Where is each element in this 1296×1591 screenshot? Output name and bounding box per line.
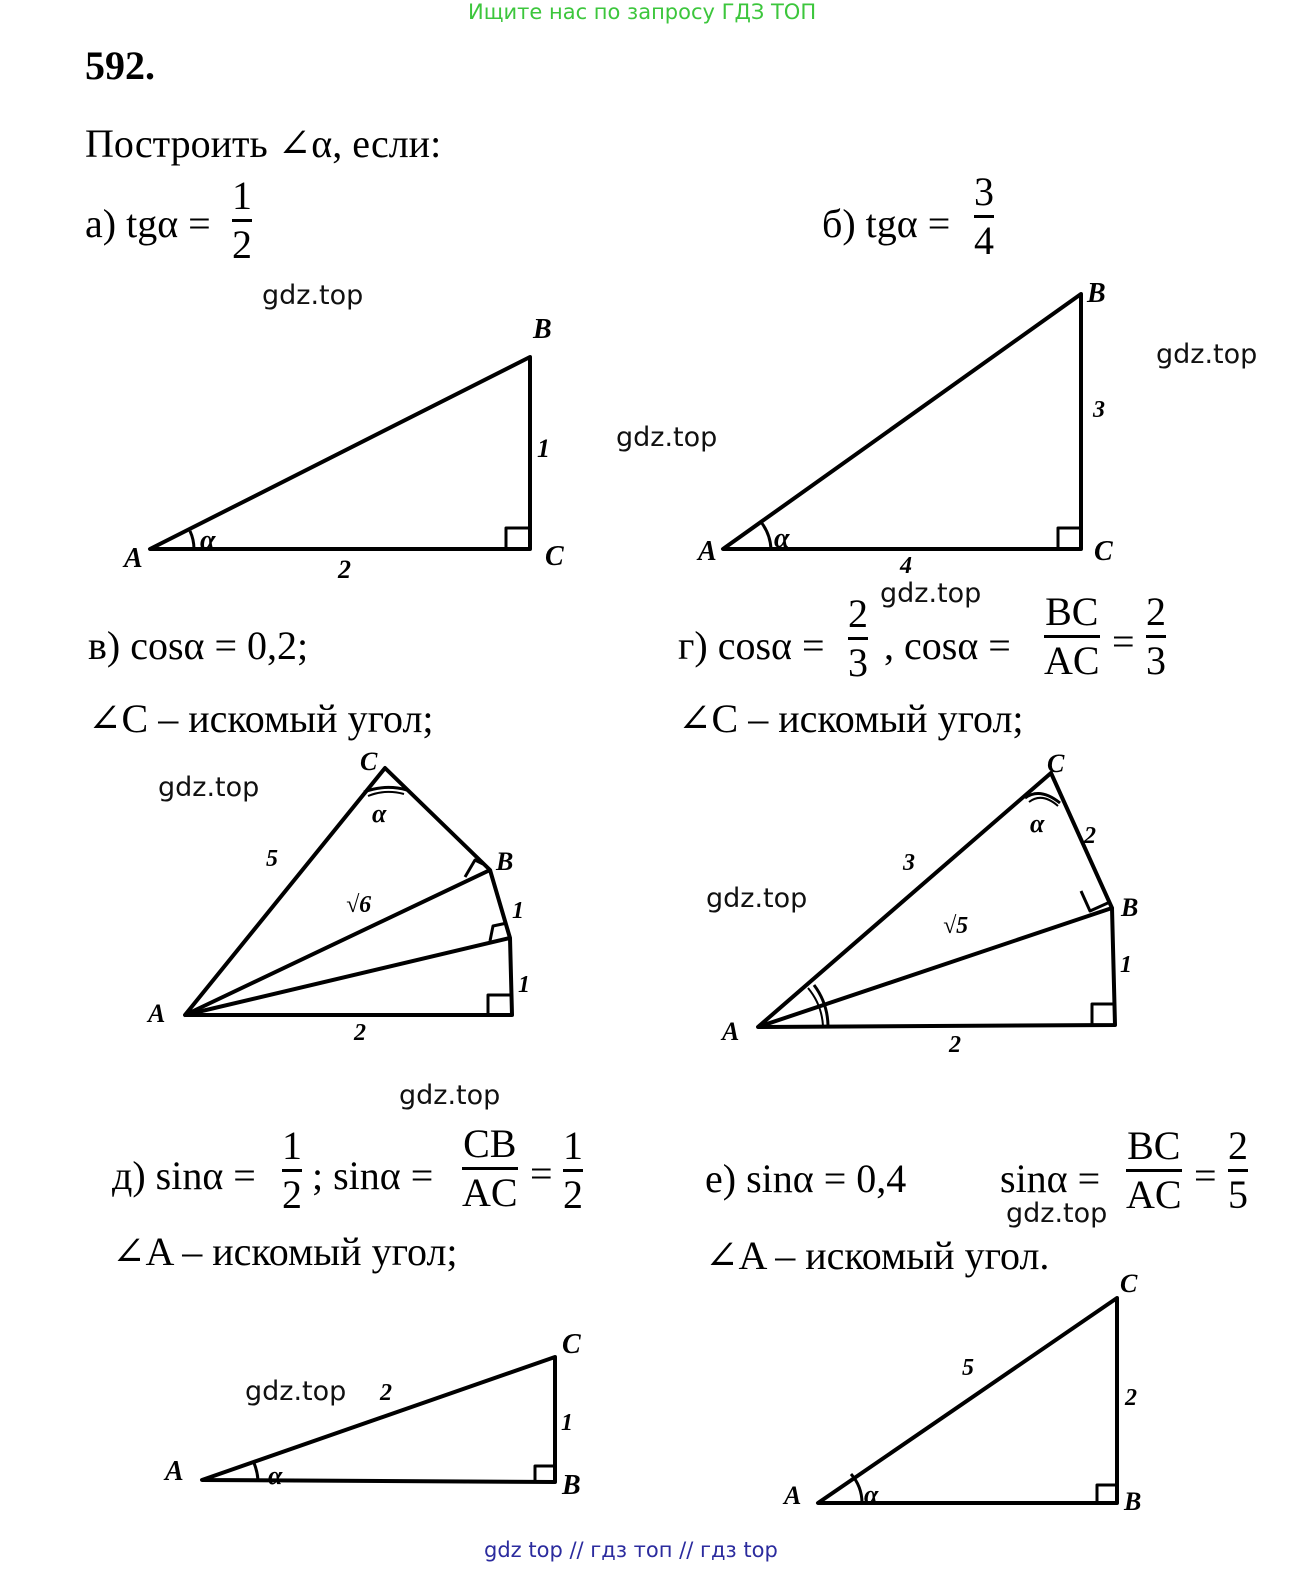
label-alpha: α — [200, 525, 216, 556]
part-g-label: г) cosα = — [678, 623, 825, 668]
fraction-numerator: 2 — [1228, 1123, 1248, 1168]
fraction-denominator: 2 — [563, 1172, 583, 1217]
fraction-numerator: BC — [1127, 1123, 1181, 1168]
fraction-numerator: CB — [463, 1121, 517, 1166]
label-vertex-a: A — [148, 999, 166, 1028]
problem-number: 592. — [85, 43, 155, 88]
fraction-denominator: AC — [462, 1170, 518, 1215]
task-statement: Построить ∠α, если: — [85, 121, 442, 166]
label-side-opposite: 1 — [561, 1410, 573, 1436]
footer-links[interactable]: gdz top // гдз топ // гдз top — [484, 1538, 778, 1562]
label-vertex-b: B — [1087, 278, 1106, 309]
part-v-note: ∠C – искомый угол; — [88, 696, 434, 741]
fraction-denominator: 5 — [1228, 1172, 1248, 1217]
fraction-denominator: 4 — [974, 218, 994, 263]
label-alpha: α — [1030, 809, 1045, 838]
part-e-label: е) sinα = 0,4 — [705, 1156, 907, 1201]
watermark: gdz.top — [706, 883, 808, 914]
triangle-b — [723, 294, 1081, 549]
label-vertex-b: B — [1124, 1487, 1142, 1516]
label-vertex-b: B — [1121, 893, 1139, 922]
fraction-denominator: AC — [1044, 638, 1100, 683]
label-side-ac: 5 — [266, 846, 278, 872]
label-vertex-a: A — [124, 543, 143, 574]
fraction-numerator: 1 — [282, 1123, 302, 1168]
label-alpha: α — [372, 799, 387, 828]
part-d-mid: ; sinα = — [312, 1153, 434, 1198]
watermark: gdz.top — [616, 422, 718, 453]
label-vertex-c: C — [360, 747, 378, 776]
label-side-opposite: 2 — [1125, 1385, 1137, 1411]
label-side-1: 1 — [1120, 952, 1132, 978]
label-vertex-c: C — [1094, 536, 1113, 567]
watermark: gdz.top — [245, 1376, 347, 1407]
watermark: gdz.top — [262, 280, 364, 311]
part-a-label: а) tgα = — [85, 201, 211, 246]
triangle-e — [818, 1298, 1117, 1503]
part-g-note: ∠C – искомый угол; — [678, 696, 1024, 741]
fraction-denominator: 3 — [848, 640, 868, 685]
part-e-mid: sinα = — [1000, 1156, 1101, 1201]
watermark: gdz.top — [1006, 1198, 1108, 1229]
label-vertex-c: C — [562, 1329, 581, 1360]
fraction-numerator: 3 — [974, 169, 994, 214]
label-vertex-c: C — [545, 541, 564, 572]
label-vertex-a: A — [698, 536, 717, 567]
watermark: gdz.top — [158, 772, 260, 803]
label-alpha: α — [774, 523, 790, 554]
part-g-mid: , cosα = — [884, 623, 1011, 668]
part-g-equals: = — [1112, 619, 1135, 664]
label-vertex-c: C — [1120, 1269, 1138, 1298]
part-e-note: ∠A – искомый угол. — [705, 1233, 1050, 1278]
watermark: gdz.top — [880, 578, 982, 609]
fraction-numerator: 1 — [563, 1123, 583, 1168]
label-sqrt: √6 — [346, 892, 372, 918]
fraction-numerator: 2 — [848, 591, 868, 636]
fraction-numerator: BC — [1045, 589, 1099, 634]
top-banner[interactable]: Ищите нас по запросу ГДЗ ТОП — [468, 0, 817, 24]
label-vertex-b: B — [496, 847, 514, 876]
label-side-hyp: 2 — [380, 1380, 392, 1406]
label-side-adjacent: 2 — [338, 555, 351, 584]
triangle-a — [150, 357, 530, 549]
label-side-adjacent: 4 — [900, 553, 912, 579]
label-side-1b: 1 — [518, 972, 530, 998]
fraction-numerator: 2 — [1146, 589, 1166, 634]
label-vertex-b: B — [533, 314, 552, 345]
label-side-2: 2 — [949, 1032, 961, 1058]
label-vertex-b: B — [562, 1470, 581, 1501]
part-b-label: б) tgα = — [822, 201, 951, 246]
label-side-hyp: 5 — [962, 1355, 974, 1381]
watermark: gdz.top — [1156, 339, 1258, 370]
label-side-ac: 3 — [903, 850, 915, 876]
part-d-label: д) sinα = — [112, 1153, 256, 1198]
fraction-denominator: AC — [1126, 1172, 1182, 1217]
label-side-2: 2 — [354, 1020, 366, 1046]
triangle-g — [758, 773, 1115, 1027]
label-vertex-c: C — [1047, 749, 1065, 778]
label-vertex-a: A — [784, 1481, 802, 1510]
part-e-equals: = — [1194, 1153, 1217, 1198]
fraction-denominator: 3 — [1146, 638, 1166, 683]
label-alpha: α — [864, 1480, 879, 1509]
label-vertex-a: A — [165, 1456, 184, 1487]
label-sqrt: √5 — [943, 913, 969, 939]
label-side-opposite: 1 — [537, 434, 550, 463]
label-vertex-a: A — [722, 1017, 740, 1046]
part-d-equals: = — [530, 1151, 553, 1196]
fraction-numerator: 1 — [232, 173, 252, 218]
label-side-opposite: 3 — [1093, 397, 1105, 423]
label-side-1a: 1 — [512, 898, 524, 924]
watermark: gdz.top — [399, 1080, 501, 1111]
fraction-denominator: 2 — [232, 222, 252, 267]
part-d-note: ∠A – искомый угол; — [112, 1229, 458, 1274]
label-side-bc: 2 — [1084, 823, 1096, 849]
fraction-denominator: 2 — [282, 1172, 302, 1217]
label-alpha: α — [268, 1461, 283, 1490]
triangle-d — [202, 1357, 555, 1482]
part-v-label: в) cosα = 0,2; — [88, 623, 309, 668]
